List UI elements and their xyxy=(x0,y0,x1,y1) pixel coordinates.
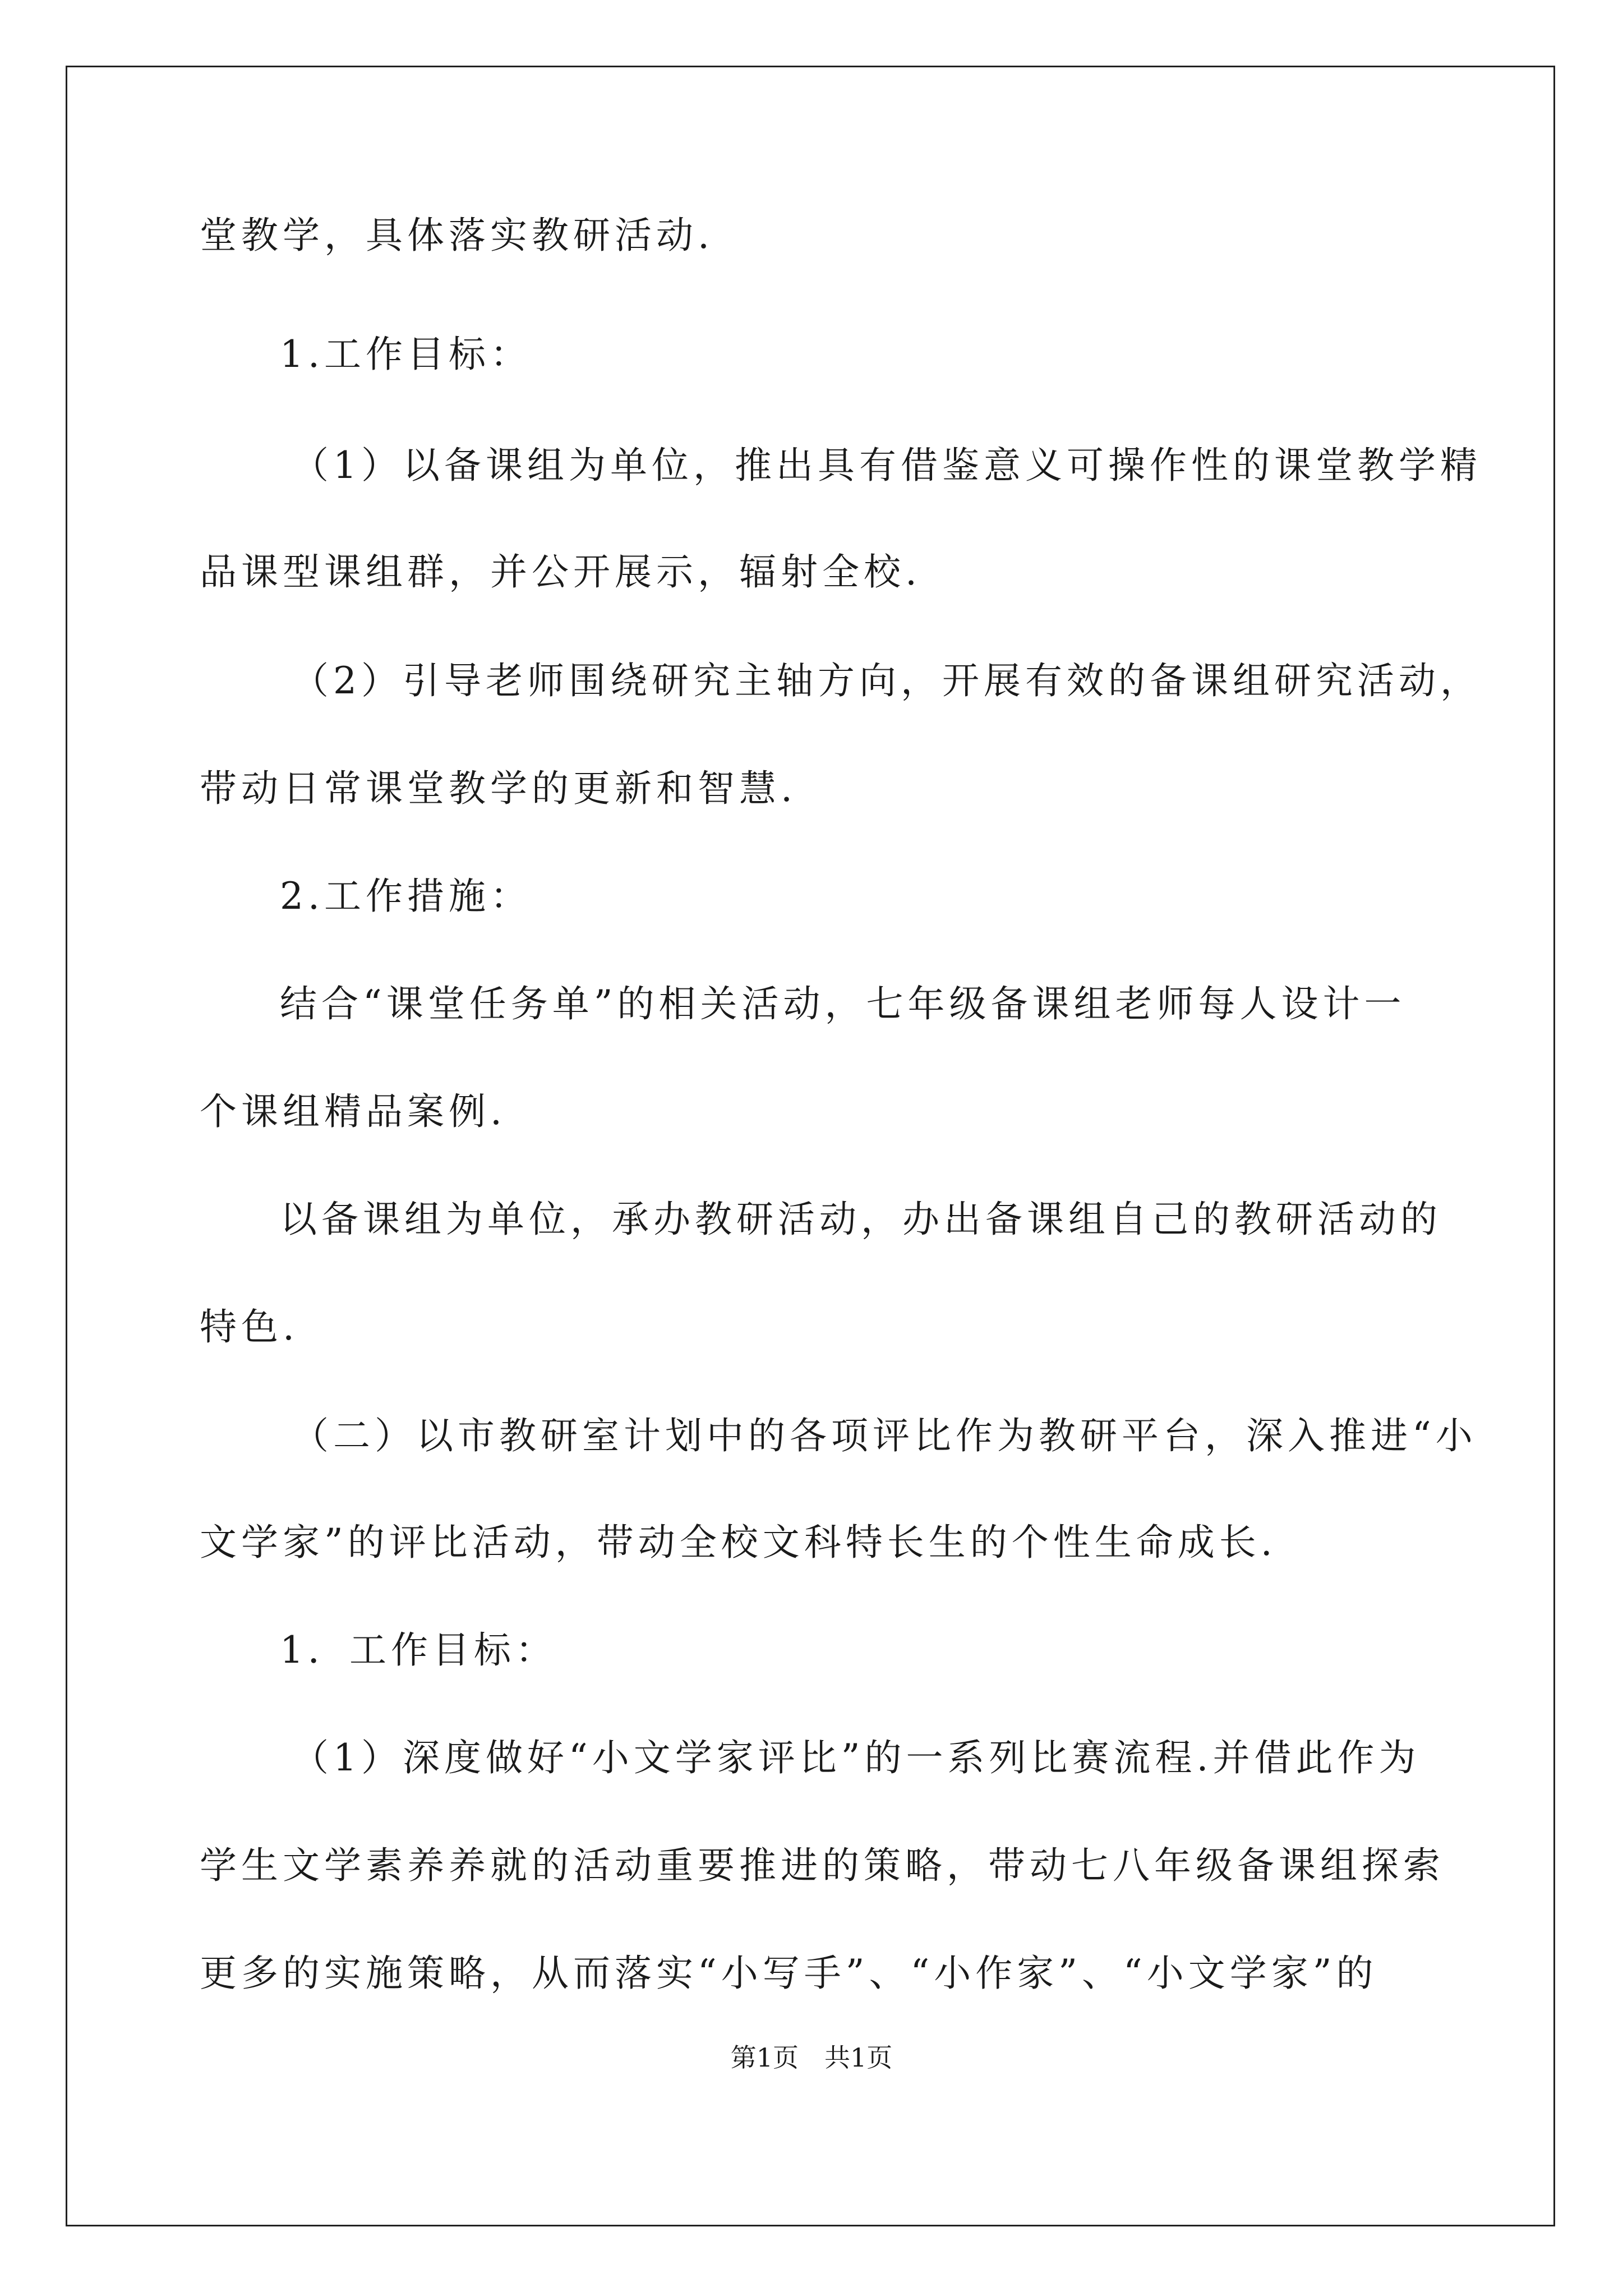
section-heading: 1.工作目标： xyxy=(280,333,532,376)
body-text-line: 品课型课组群，并公开展示，辐射全校. xyxy=(200,550,921,593)
body-text-line: 结合“课堂任务单”的相关活动，七年级备课组老师每人设计一 xyxy=(280,982,1406,1025)
body-text-line: 文学家”的评比活动，带动全校文科特长生的个性生命成长. xyxy=(200,1521,1277,1564)
body-text-line: （2）引导老师围绕研究主轴方向，开展有效的备课组研究活动， xyxy=(292,659,1482,702)
body-text-line: 特色. xyxy=(200,1305,299,1349)
body-text-line: 学生文学素养养就的活动重要推进的策略，带动七八年级备课组探索 xyxy=(200,1844,1445,1887)
body-text-line: （1）以备课组为单位，推出具有借鉴意义可操作性的课堂教学精 xyxy=(292,444,1482,487)
body-text-line: 以备课组为单位，承办教研活动，办出备课组自己的教研活动的 xyxy=(280,1198,1442,1241)
body-text-line: 带动日常课堂教学的更新和智慧. xyxy=(200,767,797,810)
body-text-line: （二）以市教研室计划中的各项评比作为教研平台，深入推进“小 xyxy=(292,1414,1477,1457)
body-text-line: （1）深度做好“小文学家评比”的一系列比赛流程.并借此作为 xyxy=(292,1736,1421,1779)
section-heading: 2.工作措施： xyxy=(280,875,532,918)
page-border xyxy=(66,66,1555,2226)
body-text-line: 个课组精品案例. xyxy=(200,1090,506,1133)
body-text-line: 堂教学，具体落实教研活动. xyxy=(200,214,714,257)
body-text-line: 更多的实施策略，从而落实“小写手”、“小作家”、“小文学家”的 xyxy=(200,1952,1378,1995)
page-number-footer: 第1页 共1页 xyxy=(730,2042,893,2073)
section-heading: 1．工作目标： xyxy=(280,1628,557,1672)
